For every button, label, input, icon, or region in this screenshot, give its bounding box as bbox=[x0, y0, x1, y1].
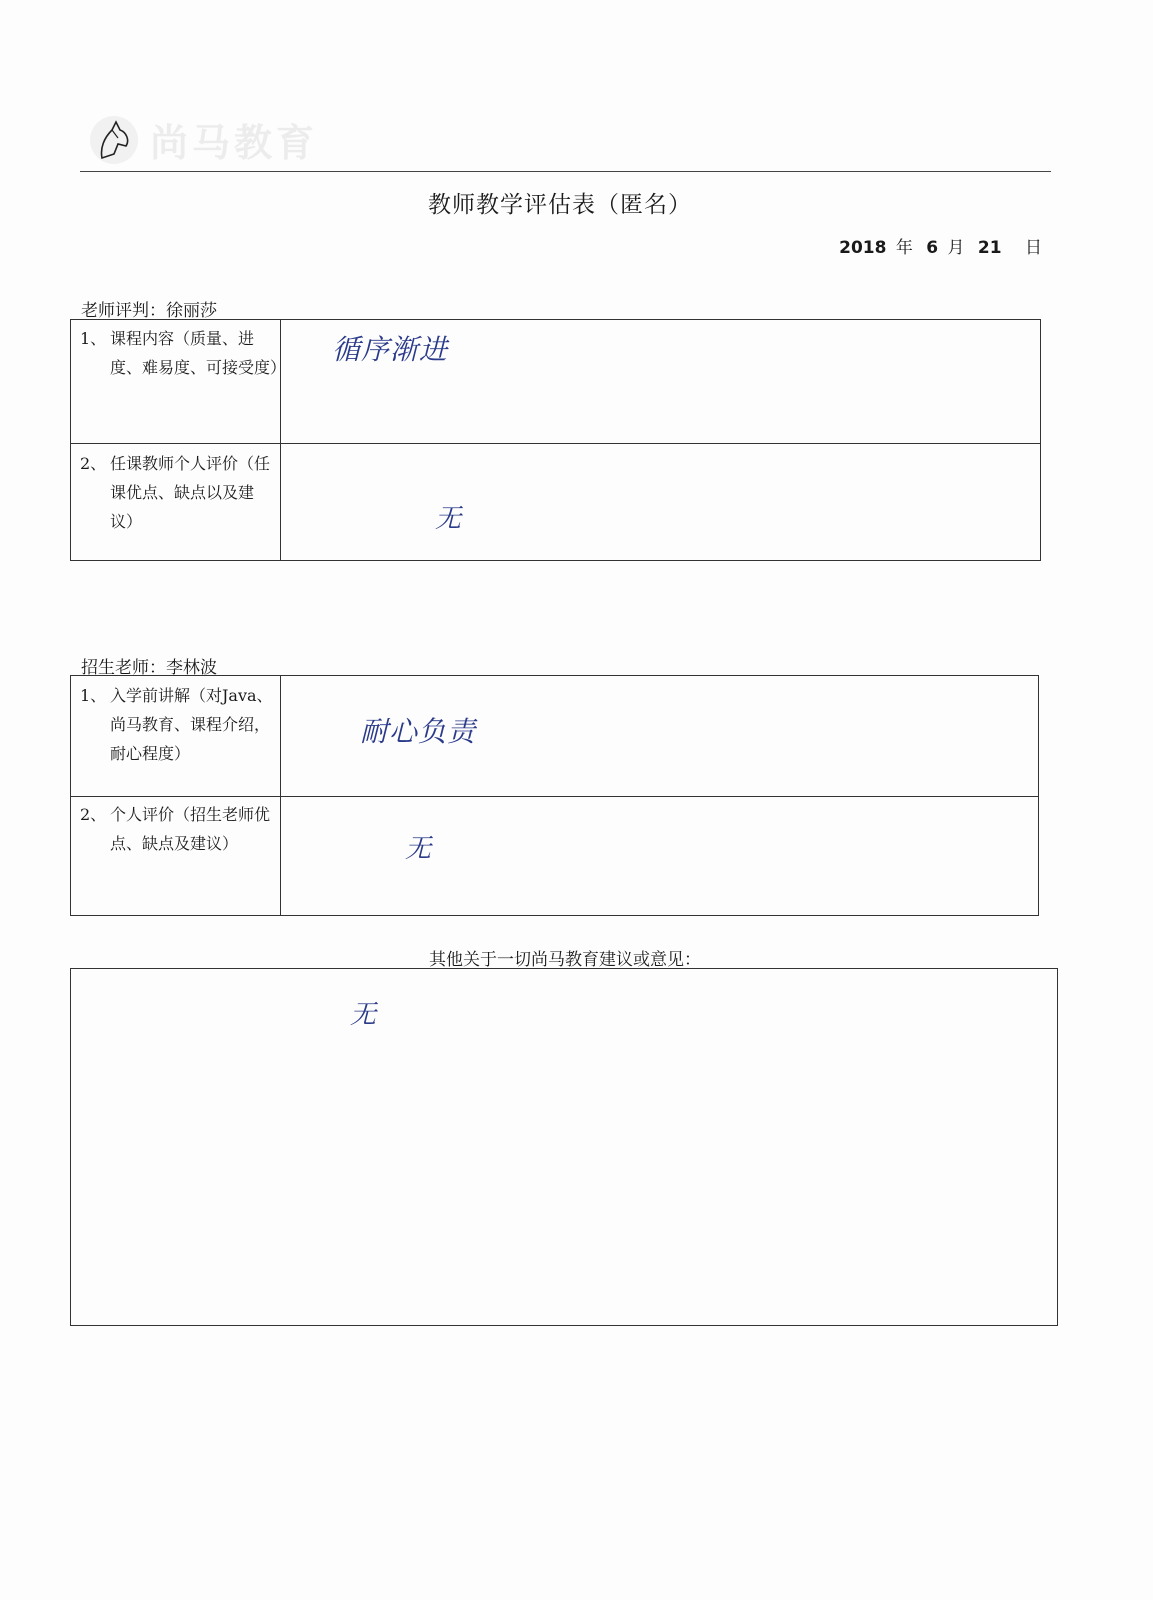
teacher-table-row-divider bbox=[70, 443, 1041, 444]
teacher-table-column-divider bbox=[280, 319, 281, 561]
teacher-question-2 bbox=[80, 449, 280, 536]
horse-logo-icon bbox=[88, 110, 148, 170]
question-number: 1、 bbox=[80, 329, 107, 348]
enrollment-answer-1: 耐心负责 bbox=[360, 715, 477, 748]
enrollment-section-heading: 招生老师：李林波 bbox=[81, 658, 217, 678]
date-day: 21 bbox=[977, 238, 1002, 258]
date-year-unit: 年 bbox=[895, 238, 913, 258]
enrollment-answer-2: 无 bbox=[405, 834, 433, 864]
page-title: 教师教学评估表（匿名） bbox=[428, 192, 692, 218]
question-text: 个人评价（招生老师优点、缺点及建议） bbox=[110, 805, 271, 853]
teacher-answer-1: 循序渐进 bbox=[332, 333, 449, 366]
enrollment-question-1 bbox=[80, 681, 280, 768]
teacher-section-heading: 老师评判：徐丽莎 bbox=[81, 301, 217, 321]
other-suggestions-answer: 无 bbox=[350, 1000, 378, 1030]
other-suggestions-label: 其他关于一切尚马教育建议或意见： bbox=[429, 950, 701, 970]
question-number: 1、 bbox=[80, 686, 107, 705]
header-divider bbox=[80, 171, 1051, 172]
enrollment-table-row-divider bbox=[70, 796, 1039, 797]
question-number: 2、 bbox=[80, 805, 107, 824]
question-text: 课程内容（质量、进度、难易度、可接受度） bbox=[110, 329, 287, 377]
enrollment-question-2 bbox=[80, 800, 280, 858]
date-month-unit: 月 bbox=[947, 238, 965, 258]
other-suggestions-box bbox=[70, 968, 1058, 1326]
teacher-question-1 bbox=[80, 324, 287, 382]
question-text: 任课教师个人评价（任课优点、缺点以及建议） bbox=[110, 454, 271, 531]
date-year: 2018 bbox=[839, 238, 887, 258]
question-number: 2、 bbox=[80, 454, 107, 473]
question-text: 入学前讲解（对Java、尚马教育、课程介绍，耐心程度） bbox=[110, 686, 273, 763]
brand-watermark: 尚马教育 bbox=[150, 121, 319, 165]
teacher-answer-2: 无 bbox=[435, 504, 463, 534]
form-date bbox=[839, 233, 1050, 258]
date-day-unit: 日 bbox=[1025, 238, 1042, 258]
date-month: 6 bbox=[926, 238, 939, 258]
